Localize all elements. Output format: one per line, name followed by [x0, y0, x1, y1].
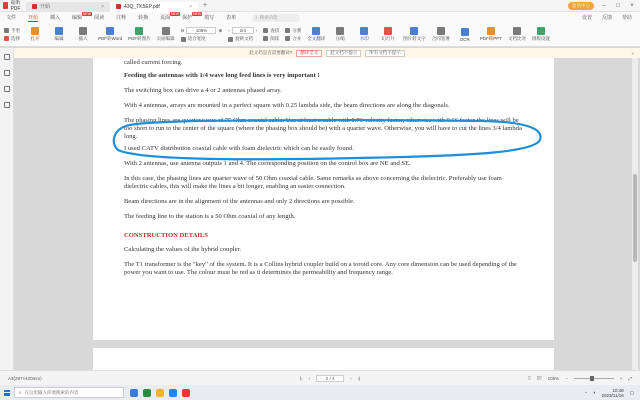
next-page-icon[interactable]: ›: [255, 28, 258, 33]
sign-icon: [437, 27, 445, 35]
fullscreen-icon[interactable]: ⤢: [628, 375, 632, 381]
rotate-icon: [228, 37, 233, 42]
page-number-input[interactable]: 2/4: [232, 27, 254, 34]
page-icon: [162, 27, 170, 35]
sign-button[interactable]: [432, 27, 450, 42]
section-title: CONSTRUCTION DETAILS: [124, 232, 208, 239]
menu-annotate[interactable]: 注释: [116, 15, 127, 21]
vip-center-button[interactable]: 会员中心: [568, 2, 594, 10]
rotate-button[interactable]: [228, 36, 257, 42]
doc-paragraph: In this case, the phasing lines are quarter wave of 50 Ohm coaxial cable. Same remarks as above concerning the dielectric. Preferably use foam dielectric cables, this will make the lines a bit longer, enabling an easier connection.: [124, 175, 502, 190]
thumbnail-icon[interactable]: [4, 70, 10, 76]
prev-page-icon[interactable]: ‹: [228, 28, 230, 33]
translation-hint-bar: [14, 48, 640, 58]
menu-edit-label: 编辑: [72, 15, 83, 21]
reading-mode-label: 阅读: [270, 35, 280, 41]
slideshow-icon: [384, 27, 392, 35]
bookmark-icon[interactable]: [4, 54, 10, 60]
tab-document-label: 43Q_TK5EP.pdf: [124, 3, 160, 10]
hint-text: 此文档是否需要翻译?: [249, 50, 293, 55]
zoom-input[interactable]: 105%: [186, 27, 216, 34]
attachment-icon[interactable]: [4, 102, 10, 108]
ocr-icon: [461, 28, 469, 36]
notification-icon[interactable]: ▢: [629, 389, 634, 395]
compare-label: 文档比对: [508, 36, 526, 41]
insert-label: 插入: [78, 36, 88, 41]
menu-protect[interactable]: [182, 12, 202, 21]
pdf-to-image-button[interactable]: [128, 27, 151, 42]
fit-width-button[interactable]: [181, 36, 223, 42]
start-button[interactable]: [0, 385, 14, 400]
menu-read[interactable]: 阅读: [94, 15, 105, 21]
task-view-icon[interactable]: [130, 389, 138, 397]
dont-remind-document-button[interactable]: 此文档不提示: [326, 50, 361, 57]
comment-icon[interactable]: [4, 86, 10, 92]
doc-paragraph-highlighted: The phasing lines are quarter wave of 75 Ohm coaxial cable. Use at least a cable with 0.76 velocity factor, otherwise with 0.66 factor the lines will be too short to run to the center of the square (where the phasing box should be) with a quarter wave. Otherwise, you will have to cut the lines 3/4 lambda long.: [124, 117, 522, 140]
hand-icon: [4, 28, 9, 33]
left-panel: [0, 48, 14, 370]
split-button[interactable]: [285, 28, 301, 34]
document-viewer[interactable]: [14, 58, 632, 370]
next-page-icon[interactable]: ›: [350, 375, 352, 381]
layout-label: 排版设置: [532, 36, 550, 41]
close-window-button[interactable]: ×: [630, 2, 634, 9]
cursor-icon: [4, 36, 9, 41]
fit-width-label: 适合宽度: [187, 36, 206, 41]
zoom-out-icon[interactable]: −: [565, 375, 568, 381]
help-button[interactable]: 帮助: [621, 15, 632, 21]
menu-fill[interactable]: 填写: [204, 15, 215, 21]
menu-form[interactable]: 表单: [226, 15, 237, 21]
reading-mode-button[interactable]: [263, 36, 279, 42]
insert-button[interactable]: [74, 27, 92, 42]
doc-paragraph: The feeding line to the station is a 50 Ohm coaxial of any length.: [124, 213, 296, 220]
feature-search-placeholder: 搜索功能: [259, 14, 278, 20]
windows-taskbar: [0, 385, 640, 400]
slideshow-label: 幻灯片: [381, 36, 395, 41]
slideshow-button[interactable]: [379, 27, 397, 42]
scrollbar-thumb[interactable]: [633, 174, 637, 262]
status-bar: [0, 370, 640, 385]
close-icon[interactable]: ×: [189, 3, 192, 10]
network-icon[interactable]: ◔: [584, 390, 587, 395]
search-icon: ⌕: [255, 15, 258, 20]
volume-icon[interactable]: ◖: [592, 390, 596, 395]
tab-document[interactable]: [110, 2, 198, 12]
watermark-label: 水印: [359, 36, 369, 41]
pdf-to-word-button[interactable]: [98, 27, 122, 42]
doc-paragraph: With 4 antennas, arrays are mounted in a perfect square with 0.25 lambda side, the beam directions are along the diagonals.: [124, 102, 450, 109]
single-page-view-icon[interactable]: ▯: [528, 375, 531, 380]
menu-page-label: 页面: [160, 15, 171, 21]
taskbar-search-placeholder: 在这里输入你要搜索的内容: [24, 389, 79, 395]
watermark-button[interactable]: [355, 27, 373, 42]
zoom-slider[interactable]: [574, 378, 614, 379]
tab-start[interactable]: [26, 2, 110, 12]
doc-paragraph: called current forcing.: [124, 59, 183, 66]
menu-start[interactable]: 开始: [28, 14, 39, 21]
doc-paragraph: The switching box can drive a 4 or 2 antennas phased array.: [124, 87, 282, 94]
menu-bar: [0, 12, 640, 23]
app-name: 福昕PDF: [10, 0, 21, 12]
pdf-to-image-label: PDF转图片: [128, 36, 151, 41]
feature-search-input[interactable]: [252, 14, 300, 22]
pdf-page: [93, 58, 554, 340]
zoom-in-icon[interactable]: +: [619, 375, 623, 381]
zoom-in-icon[interactable]: ⊕: [218, 27, 223, 33]
new-badge: NEW: [170, 12, 180, 16]
vertical-scrollbar[interactable]: [632, 58, 638, 370]
zoom-out-icon[interactable]: ⊖: [180, 27, 185, 33]
select-tool-label: 选择: [11, 35, 20, 41]
new-badge: NEW: [192, 12, 202, 16]
menu-page[interactable]: [160, 12, 180, 21]
pdf-to-word-label: PDF转Word: [98, 36, 123, 41]
ppt-icon: [487, 27, 495, 35]
image-text-icon: [410, 27, 418, 35]
pdf-to-ppt-label: PDF转PPT: [479, 36, 502, 41]
merge-label: 合并: [292, 35, 302, 41]
compress-label: 压缩: [335, 36, 345, 41]
edit-label: 编辑: [54, 36, 64, 41]
pdf-next-page: [93, 348, 554, 370]
book-icon: [263, 36, 268, 41]
pdf-file-icon: [116, 4, 121, 9]
doc-paragraph: The T1 transformer is the "key" of the system. It is a Collins hybrid coupler build on a toroid core. Any core dimension can be used depending of the power you want to use. The colour must be red as it determines the permeability and frequency range.: [124, 261, 517, 276]
find-icon: [263, 28, 268, 33]
doc-paragraph: I used CATV distribution coaxial cable with foam dielectric which can be easily found.: [124, 145, 354, 152]
translate-button[interactable]: [307, 27, 325, 42]
browser-icon[interactable]: [169, 389, 177, 397]
menu-file[interactable]: 文件: [6, 15, 17, 21]
search-icon: ⌕: [19, 390, 22, 395]
first-page-icon[interactable]: |‹: [300, 375, 303, 381]
merge-icon: [285, 36, 290, 41]
tab-start-label: 开始: [40, 4, 51, 10]
minimize-button[interactable]: –: [602, 2, 606, 9]
settings-button[interactable]: 设置: [581, 15, 592, 21]
zoom-level[interactable]: 105%: [547, 375, 560, 381]
translate-icon: [312, 27, 320, 35]
prev-page-icon[interactable]: ‹: [308, 375, 311, 381]
new-badge: NEW: [82, 12, 92, 16]
toolbar: [0, 23, 640, 47]
layout-button[interactable]: [532, 27, 550, 42]
maximize-button[interactable]: □: [616, 2, 620, 9]
merge-button[interactable]: [285, 36, 301, 42]
close-icon[interactable]: ×: [631, 50, 634, 56]
ocr-button[interactable]: [456, 28, 474, 42]
ocr-label: OCR: [459, 36, 470, 42]
file-explorer-icon[interactable]: [156, 389, 164, 397]
taskbar-search-input[interactable]: [14, 387, 124, 398]
hand-tool-button[interactable]: [4, 28, 20, 34]
new-tab-button[interactable]: +: [203, 2, 208, 9]
menu-edit[interactable]: [72, 12, 92, 21]
split-icon: [285, 28, 290, 33]
rotate-label: 旋转文档: [235, 36, 254, 41]
pdf-logo-icon: [3, 2, 8, 9]
layout-icon: [537, 27, 545, 35]
find-label: 查找: [270, 27, 280, 33]
pdf-app-icon[interactable]: [182, 389, 190, 397]
double-page-view-icon[interactable]: ▯▯: [536, 375, 542, 380]
home-icon: [32, 4, 37, 9]
sign-label: 合同签署: [431, 36, 450, 41]
insert-icon: [79, 27, 87, 35]
menu-convert[interactable]: 转换: [138, 15, 149, 21]
page-edit-label: 页面编辑: [156, 36, 175, 41]
last-page-icon[interactable]: ›|: [357, 375, 361, 381]
date: 2023/11/16: [601, 392, 624, 398]
page-indicator-input[interactable]: 2 / 4: [316, 375, 344, 382]
clock[interactable]: [602, 388, 624, 398]
edit-icon: [55, 27, 63, 35]
doc-heading: Feeding the antennas with 1/4 wave long feed lines is very important !: [124, 72, 320, 79]
watermark-icon: [360, 27, 368, 35]
pdf-to-ppt-button[interactable]: [480, 27, 502, 42]
fit-width-icon: [181, 37, 186, 42]
split-label: 分割: [292, 27, 302, 33]
compress-button[interactable]: [331, 27, 349, 42]
compare-button[interactable]: [508, 27, 526, 42]
windows-logo-icon: [4, 390, 10, 396]
doc-paragraph: Beam directions are in the alignment of the antennas and only 2 directions are possible.: [124, 198, 355, 205]
image-to-text-button[interactable]: [403, 27, 426, 42]
translate-label: 全文翻译: [307, 36, 326, 41]
image-to-text-label: 图片转文字: [403, 36, 426, 41]
image-icon: [135, 27, 143, 35]
open-button[interactable]: [26, 27, 44, 42]
page-edit-button[interactable]: [157, 27, 175, 42]
doc-paragraph: With 2 antennas, use antenna outputs 1 and 4. The corresponding position on the control box are NE and SE.: [124, 160, 411, 167]
translate-all-button[interactable]: 翻译全文: [296, 50, 322, 57]
feedback-button[interactable]: 反馈: [601, 15, 612, 21]
compress-icon: [336, 27, 344, 35]
time: 10:48: [612, 387, 624, 393]
folder-icon: [31, 27, 39, 35]
open-label: 打开: [30, 36, 40, 41]
select-tool-button[interactable]: [4, 36, 20, 42]
menu-protect-label: 保护: [182, 15, 193, 21]
app-icon[interactable]: [143, 389, 151, 397]
hand-tool-label: 手型: [11, 27, 20, 33]
page-size-label: A3(297×420mm): [8, 375, 42, 381]
edit-button[interactable]: [50, 27, 68, 42]
title-bar: [0, 0, 640, 12]
compare-icon: [513, 27, 521, 35]
close-icon[interactable]: ×: [101, 3, 104, 10]
app-logo[interactable]: [0, 0, 26, 12]
word-icon: [106, 27, 114, 35]
find-button[interactable]: [263, 28, 279, 34]
doc-paragraph: Calculating the values of the hybrid coupler.: [124, 246, 242, 253]
dont-remind-all-button[interactable]: 所有文档不提示: [365, 50, 405, 57]
menu-insert[interactable]: 插入: [50, 15, 61, 21]
